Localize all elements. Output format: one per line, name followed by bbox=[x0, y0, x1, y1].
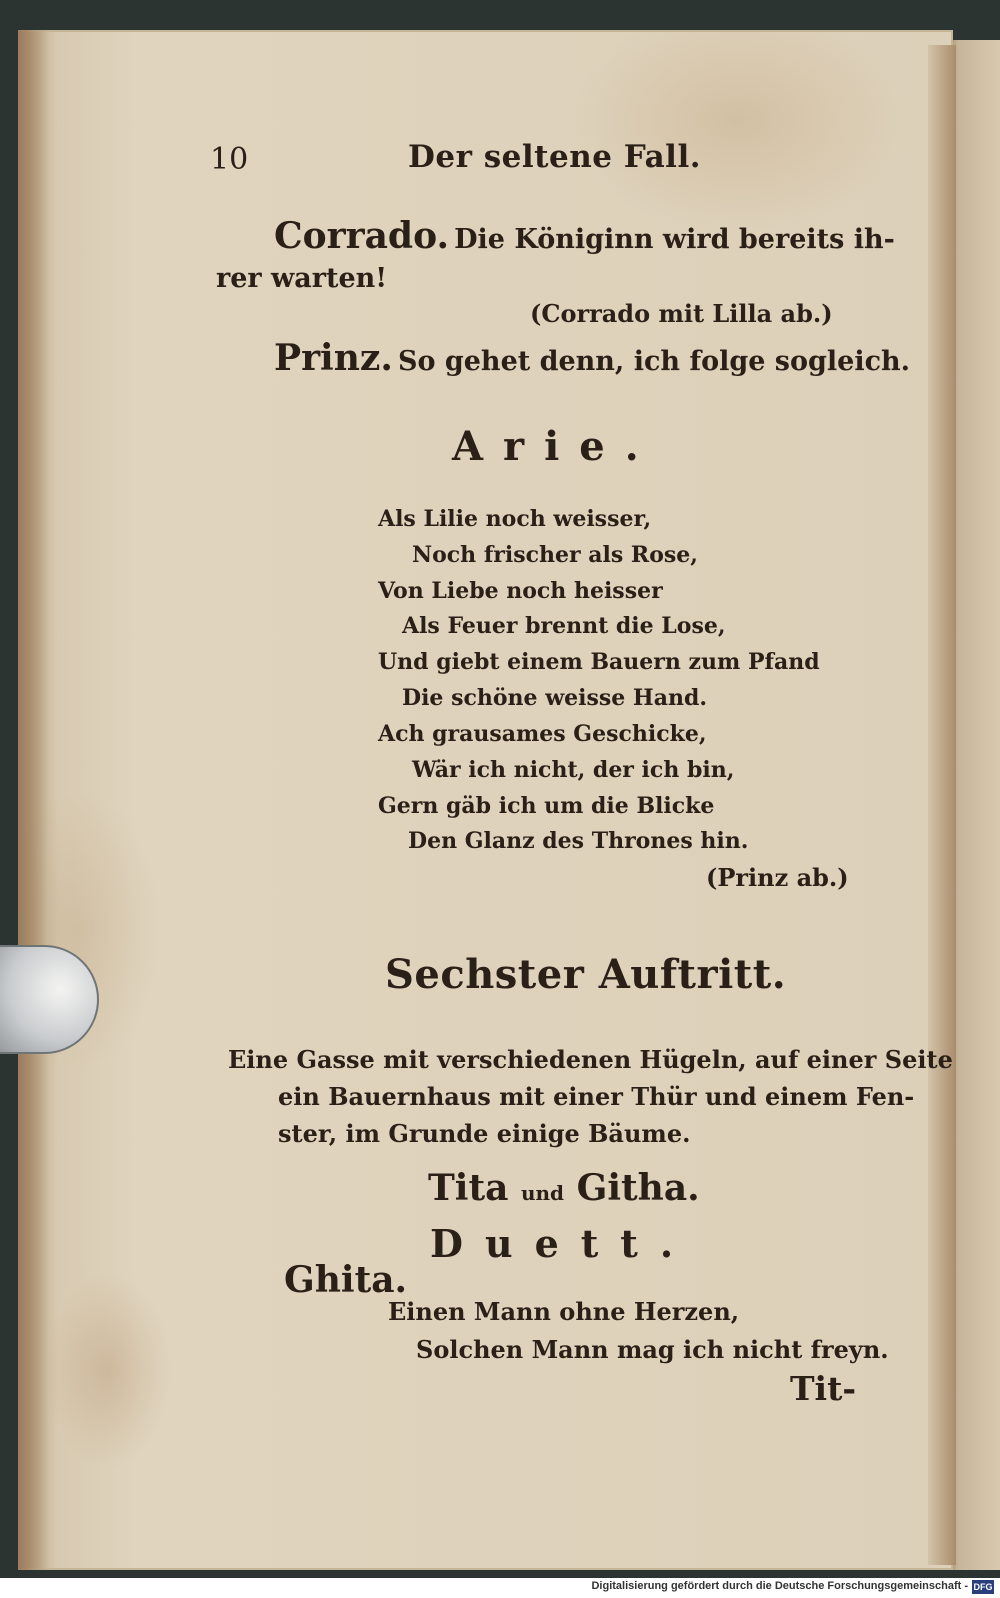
verse-line: Den Glanz des Thrones hin. bbox=[408, 828, 749, 854]
character-name: Githa. bbox=[576, 1167, 700, 1209]
scene-characters bbox=[428, 1167, 700, 1209]
page-number: 10 bbox=[210, 142, 249, 177]
dfg-logo: DFG bbox=[973, 1582, 993, 1592]
speaker-name: Prinz. bbox=[274, 337, 393, 379]
stage-direction: (Prinz ab.) bbox=[706, 863, 849, 892]
scene-heading: Sechster Auftritt. bbox=[385, 951, 787, 998]
dialogue-text: Die Königinn wird bereits ih- bbox=[454, 224, 895, 255]
running-title: Der seltene Fall. bbox=[408, 139, 702, 175]
verse-line: Noch frischer als Rose, bbox=[412, 542, 698, 568]
verse-line: Ach grausames Geschicke, bbox=[378, 721, 707, 747]
speaker-name: Corrado. bbox=[274, 215, 450, 257]
conjunction: und bbox=[520, 1181, 565, 1205]
verse-line: Und giebt einem Bauern zum Pfand bbox=[378, 649, 820, 675]
verse-line: Als Lilie noch weisser, bbox=[378, 506, 652, 532]
character-name: Tita bbox=[428, 1167, 509, 1209]
digitization-credit: Digitalisierung gefördert durch die Deutsche Forschungsgemeinschaft - bbox=[591, 1580, 968, 1592]
verse-line: Solchen Mann mag ich nicht freyn. bbox=[416, 1335, 889, 1364]
page-fore-edge bbox=[928, 45, 956, 1565]
verse-line: Gern gäb ich um die Blicke bbox=[378, 793, 715, 819]
dialogue-text: So gehet denn, ich folge sogleich. bbox=[397, 346, 911, 377]
verse-line: Wär ich nicht, der ich bin, bbox=[412, 757, 735, 783]
catchword: Tit- bbox=[790, 1369, 857, 1408]
scene-description-line: Eine Gasse mit verschiedenen Hügeln, auf einer Seite bbox=[228, 1045, 953, 1074]
verse-line: Von Liebe noch heisser bbox=[378, 578, 663, 604]
speaker-name: Ghita. bbox=[284, 1259, 408, 1301]
stage-direction: (Corrado mit Lilla ab.) bbox=[530, 299, 833, 328]
duet-heading: Duett. bbox=[430, 1221, 696, 1266]
page-gutter-shadow bbox=[18, 30, 48, 1570]
scene-description-line: ster, im Grunde einige Bäume. bbox=[278, 1119, 691, 1148]
scene-description-line: ein Bauernhaus mit einer Thür und einem Fen- bbox=[278, 1082, 915, 1111]
dialogue-line-corrado bbox=[274, 215, 895, 257]
dialogue-continuation: rer warten! bbox=[216, 263, 388, 294]
verse-line: Als Feuer brennt die Lose, bbox=[402, 613, 726, 639]
verse-line: Einen Mann ohne Herzen, bbox=[388, 1297, 740, 1326]
dialogue-line-prinz bbox=[274, 337, 911, 379]
aria-heading: Arie. bbox=[452, 423, 659, 470]
verse-line: Die schöne weisse Hand. bbox=[402, 685, 707, 711]
